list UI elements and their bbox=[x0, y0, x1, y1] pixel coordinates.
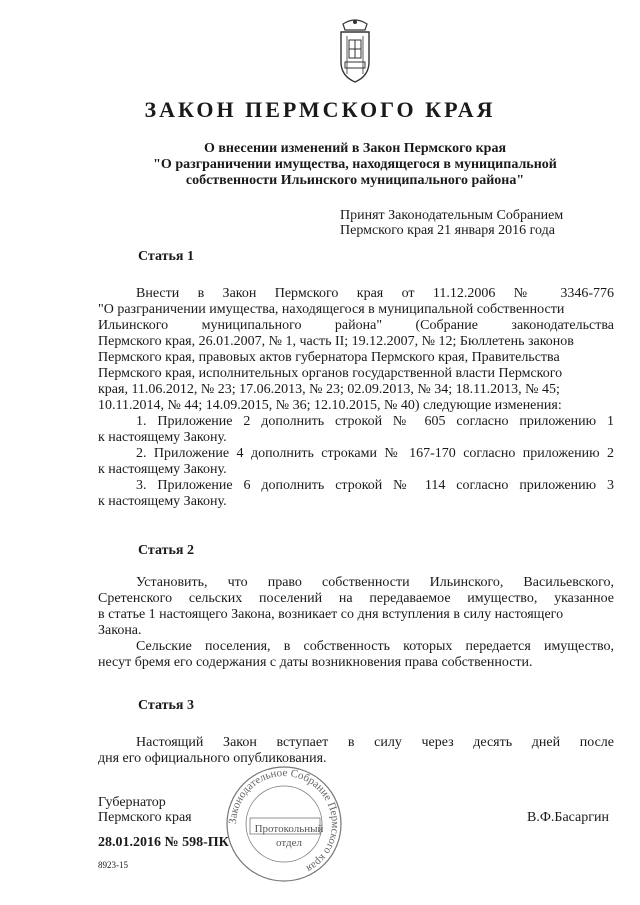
text-line: 10.11.2014, № 44; 14.09.2015, № 36; 12.10.2015, № 40) следующие изменения: bbox=[98, 398, 562, 413]
text-line: края, 11.06.2012, № 23; 17.06.2013, № 23; 02.09.2013, № 34; 18.11.2013, № 45; bbox=[98, 382, 560, 397]
text-line: Пермского края, правовых актов губернатора Пермского края, Правительства bbox=[98, 350, 560, 365]
text-line: к настоящему Закону. bbox=[98, 494, 227, 509]
text-line: Внести в Закон Пермского края от 11.12.2006 № 3346-776 bbox=[136, 286, 614, 301]
text-line: "О разграничении имущества, находящегося в муниципальной собственности bbox=[98, 302, 565, 317]
article-2-body bbox=[98, 575, 614, 671]
position-line: Губернатор bbox=[98, 795, 166, 810]
document-code: 8923-15 bbox=[98, 860, 128, 870]
law-title: ЗАКОН ПЕРМСКОГО КРАЯ bbox=[144, 97, 496, 122]
text-line: к настоящему Закону. bbox=[98, 430, 227, 445]
stamp-line: Протокольный bbox=[254, 823, 324, 835]
text-line: Сретенского сельских поселений на передаваемое имущество, указанное bbox=[98, 591, 614, 606]
stamp-center-text bbox=[248, 822, 330, 850]
text-line: Настоящий Закон вступает в силу через десять дней после bbox=[136, 735, 614, 750]
article-1-heading: Статья 1 bbox=[138, 249, 194, 264]
signer-name: В.Ф.Басаргин bbox=[527, 810, 609, 825]
subtitle-line: О внесении изменений в Закон Пермского края bbox=[203, 141, 507, 156]
text-line: Установить, что право собственности Ильинского, Васильевского, bbox=[136, 575, 614, 590]
subtitle-line: собственности Ильинского муниципального района" bbox=[185, 173, 525, 188]
article-1-body bbox=[98, 286, 614, 510]
text-line: 2. Приложение 4 дополнить строками № 167-170 согласно приложению 2 bbox=[136, 446, 614, 461]
stamp-ring-text: Законодательное Собрание Пермского края bbox=[226, 766, 342, 875]
coat-of-arms-icon bbox=[335, 16, 375, 84]
text-line: Ильинского муниципального района" (Собрание законодательства bbox=[98, 318, 614, 333]
adoption-note bbox=[340, 208, 563, 238]
position-line: Пермского края bbox=[98, 810, 192, 825]
text-line: 3. Приложение 6 дополнить строкой № 114 согласно приложению 3 bbox=[136, 478, 614, 493]
article-3-heading: Статья 3 bbox=[138, 698, 194, 713]
text-line: 1. Приложение 2 дополнить строкой № 605 согласно приложению 1 bbox=[136, 414, 614, 429]
text-line: Закона. bbox=[98, 623, 142, 638]
article-3-body bbox=[98, 735, 614, 767]
subtitle-line: "О разграничении имущества, находящегося в муниципальной bbox=[153, 157, 557, 172]
text-line: несут бремя его содержания с даты возникновения права собственности. bbox=[98, 655, 533, 670]
text-line: Пермского края, исполнительных органов государственной власти Пермского bbox=[98, 366, 563, 381]
text-line: в статье 1 настоящего Закона, возникает со дня вступления в силу настоящего bbox=[98, 607, 564, 622]
stamp-line: отдел bbox=[276, 837, 302, 849]
adoption-line: Пермского края 21 января 2016 года bbox=[340, 223, 555, 238]
registration-number: 28.01.2016 № 598-ПК bbox=[98, 835, 229, 850]
text-line: Пермского края, 26.01.2007, № 1, часть II; 19.12.2007, № 12; Бюллетень законов bbox=[98, 334, 574, 349]
signer-position bbox=[98, 795, 192, 825]
text-line: Сельские поселения, в собственность которых передается имущество, bbox=[136, 639, 614, 654]
text-line: дня его официального опубликования. bbox=[98, 751, 327, 766]
law-subtitle bbox=[120, 141, 590, 189]
adoption-line: Принят Законодательным Собранием bbox=[340, 208, 564, 223]
article-2-heading: Статья 2 bbox=[138, 543, 194, 558]
text-line: к настоящему Закону. bbox=[98, 462, 227, 477]
